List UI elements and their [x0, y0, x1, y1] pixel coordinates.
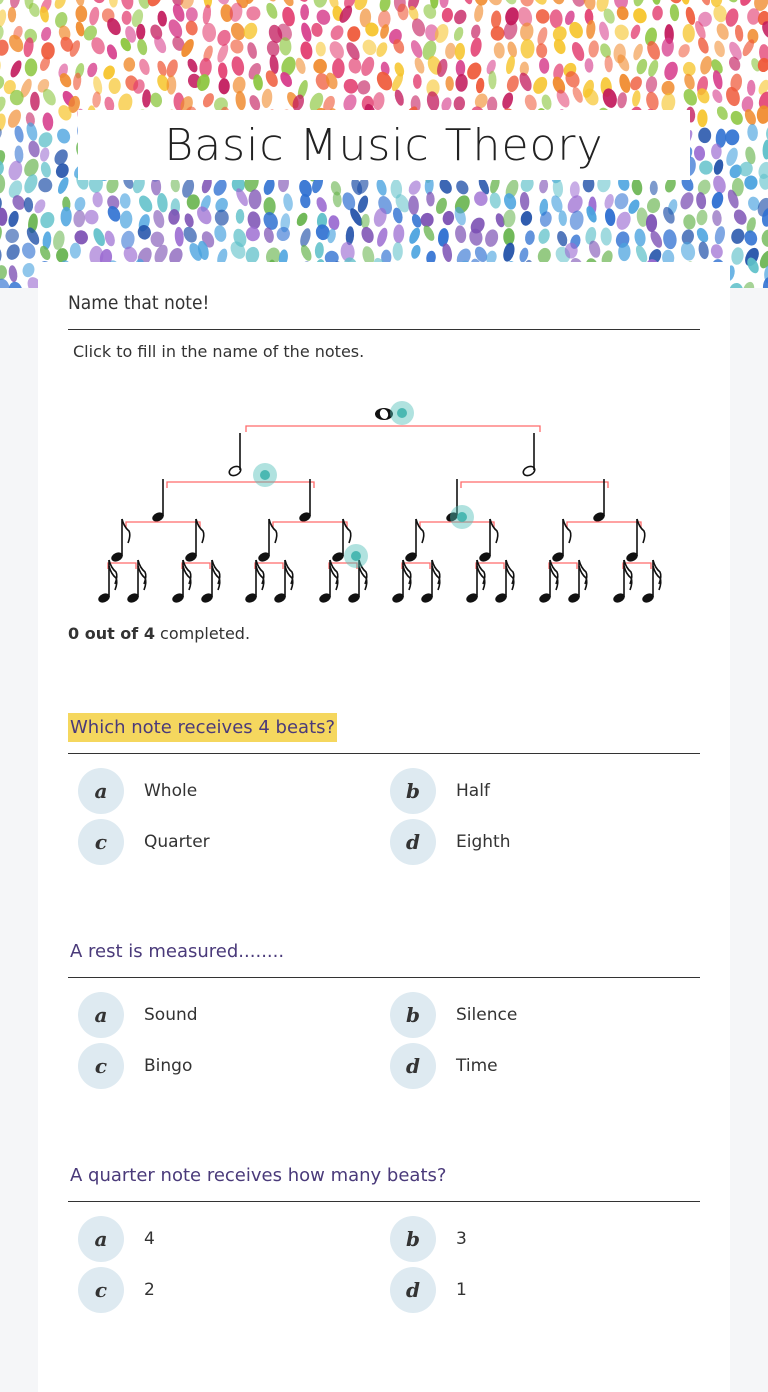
sixteenth-note-icon — [318, 560, 338, 604]
bracket — [126, 522, 200, 528]
quarter-note-icon — [592, 479, 606, 523]
option-letter: b — [390, 992, 436, 1038]
instructions: Click to fill in the name of the notes. — [73, 342, 365, 361]
option-letter: a — [78, 992, 124, 1038]
option-text: 1 — [456, 1280, 467, 1300]
bracket — [273, 522, 347, 528]
hotspot-whole-note[interactable] — [390, 401, 414, 425]
option-text: 2 — [144, 1280, 155, 1300]
bracket — [567, 522, 641, 528]
option-letter: c — [78, 1043, 124, 1089]
half-note-icon — [228, 433, 242, 477]
option-2b[interactable] — [390, 992, 517, 1038]
page-title: Basic Music Theory — [78, 110, 690, 180]
sixteenth-note-icon — [391, 560, 411, 604]
note-tree-diagram — [0, 0, 768, 620]
sixteenth-note-icon — [171, 560, 191, 604]
option-text: Whole — [144, 781, 198, 801]
eighth-note-icon — [110, 519, 130, 563]
sixteenth-note-icon — [612, 560, 632, 604]
divider — [68, 753, 700, 754]
eighth-note-icon — [551, 519, 571, 563]
option-text: 4 — [144, 1229, 155, 1249]
option-letter: b — [390, 768, 436, 814]
hotspot-half-note[interactable] — [253, 463, 277, 487]
option-3d[interactable] — [390, 1267, 467, 1313]
eighth-note-icon — [478, 519, 498, 563]
quarter-note-icon — [151, 479, 165, 523]
question-2-title: A rest is measured........ — [70, 941, 285, 962]
question-1-title: Which note receives 4 beats? — [68, 713, 337, 742]
progress-count: 0 out of 4 — [68, 624, 155, 643]
divider — [68, 977, 700, 978]
option-2a[interactable] — [78, 992, 198, 1038]
quarter-note-icon — [298, 479, 312, 523]
option-2d[interactable] — [390, 1043, 498, 1089]
option-1d[interactable] — [390, 819, 510, 865]
progress-suffix: completed. — [154, 624, 251, 643]
option-3a[interactable] — [78, 1216, 155, 1262]
option-1a[interactable] — [78, 768, 197, 814]
sixteenth-note-icon — [244, 560, 264, 604]
option-text: 3 — [456, 1229, 467, 1249]
section-title: Name that note! — [68, 292, 210, 314]
eighth-note-icon — [625, 519, 645, 563]
bracket — [167, 482, 314, 488]
option-text: Quarter — [144, 832, 210, 852]
eighth-note-icon — [184, 519, 204, 563]
bracket — [461, 482, 608, 488]
option-letter: d — [390, 1267, 436, 1313]
option-1b[interactable] — [390, 768, 490, 814]
hotspot-eighth-note[interactable] — [344, 544, 368, 568]
option-text: Bingo — [144, 1056, 193, 1076]
option-letter: d — [390, 819, 436, 865]
divider — [68, 1201, 700, 1202]
option-letter: a — [78, 768, 124, 814]
option-letter: c — [78, 819, 124, 865]
eighth-note-icon — [404, 519, 424, 563]
option-2c[interactable] — [78, 1043, 192, 1089]
option-letter: b — [390, 1216, 436, 1262]
option-1c[interactable] — [78, 819, 210, 865]
option-letter: a — [78, 1216, 124, 1262]
sixteenth-note-icon — [465, 560, 485, 604]
progress-text — [68, 624, 250, 643]
option-letter: c — [78, 1267, 124, 1313]
option-text: Eighth — [456, 832, 511, 852]
bracket — [246, 426, 540, 432]
eighth-note-icon — [257, 519, 277, 563]
option-3b[interactable] — [390, 1216, 467, 1262]
half-note-icon — [522, 433, 536, 477]
sixteenth-note-icon — [97, 560, 117, 604]
option-letter: d — [390, 1043, 436, 1089]
question-3-title: A quarter note receives how many beats? — [70, 1165, 447, 1186]
option-text: Sound — [144, 1005, 198, 1025]
option-text: Half — [456, 781, 490, 801]
option-text: Silence — [456, 1005, 518, 1025]
hotspot-quarter-note[interactable] — [450, 505, 474, 529]
option-text: Time — [456, 1056, 498, 1076]
sixteenth-note-icon — [538, 560, 558, 604]
option-3c[interactable] — [78, 1267, 155, 1313]
